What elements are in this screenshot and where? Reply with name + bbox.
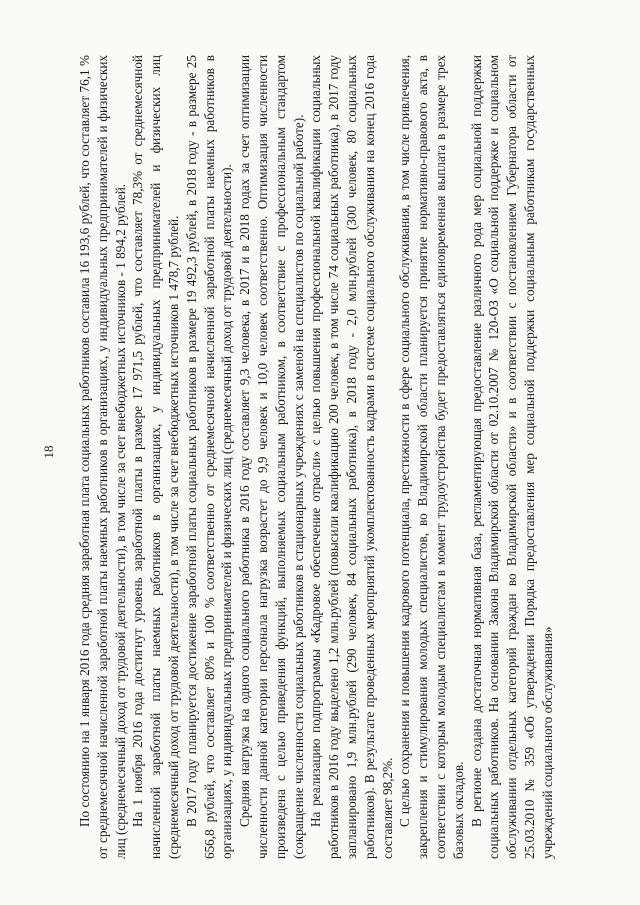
- rotated-content: [40, 37, 600, 867]
- page-number: 18: [41, 445, 56, 459]
- paragraph-6: С целью сохранения и повышения кадрового потенциала, престижности в сфере социального обслуживания, в том числе привлечения, закрепления и стимулирования молодых специалистов, во Владимирской области планируется принятие нормативно-правового акта, в соответствии с которым молодым специалистам в момент трудоустройства будет предоставляться единовременная выплата в размере трех базовых окладов.: [397, 55, 466, 859]
- paragraph-5: На реализацию подпрограммы «Кадровое обеспечение отрасли» с целью повышения профессиональной квалификации социальных работников в 2016 году выделено 1,2 млн.рублей (повысили квалификацию 200 человек, в том числе 74 социальных работника), в 2017 году запланировано 1,9 млн.рублей (290 человек, 84 социальных работника), в 2018 году - 2,0 млн.рублей (300 человек, 80 социальных работников). В результате проведенных мероприятий укомплектованность кадрами в системе социального обслуживания на конец 2016 года составляет 98,2%.: [308, 55, 395, 859]
- paragraph-4: Средняя нагрузка на одного социального работника в 2016 году составляет 9,3 человека, в 2017 и в 2018 годах за счет оптимизации численности данной категории персонала нагрузка возрастет до 9,9 человек и 10,0 человек соответственно. Оптимизация численности произведена с целью приведения функций, выполняемых социальным работником, в соответствие с профессиональным стандартом (сокращение численности социальных работников в стационарных учреждениях с заменой на специалистов по социальной работе).: [237, 55, 306, 859]
- paragraph-2: На 1 ноября 2016 года достигнут уровень заработной платы в размере 17 971,5 рублей, что составляет 78,3% от среднемесячной начисленной заработной платы наемных работников в организациях, у индивидуальных предпринимателей и физических лиц (среднемесячный доход от трудовой деятельности), в том числе за счет внебюджетных источников 1 478,7 рублей.: [130, 55, 181, 859]
- document-body: [76, 37, 557, 867]
- paragraph-3: В 2017 году планируется достижение заработной платы социальных работников в размере 19 492,3 рублей, в 2018 году - в размере 25 656,8 рублей, что составляет 80% и 100 % соответственно от среднемесячной начисленной заработной платы наемных работников в организациях, у индивидуальных предпринимателей и физических лиц (среднемесячный доход от трудовой деятельности).: [183, 55, 235, 859]
- paragraph-7: В регионе создана достаточная нормативная база, регламентирующая предоставление различного рода мер социальной поддержки социальных работников. На основании Закона Владимирской области от 02.10.2007 № 120-ОЗ «О социальной поддержке и социальном обслуживании отдельных категорий граждан во Владимирской области» и в соответствии с постановлением Губернатора области от 25.03.2010 № 359 «Об утверждении Порядка предоставления мер социальной поддержки социальным работникам государственных учреждений социального обслуживания»: [468, 55, 555, 859]
- paragraph-1: По состоянию на 1 января 2016 года средняя заработная плата социальных работников составила 16 193,6 рублей, что составляет 76,1 % от среднемесячной начисленной заработной платы наемных работников в организациях, у индивидуальных предпринимателей и физических лиц (среднемесячный доход от трудовой деятельности), в том числе за счет внебюджетных источников - 1 894,2 рублей.: [77, 55, 128, 859]
